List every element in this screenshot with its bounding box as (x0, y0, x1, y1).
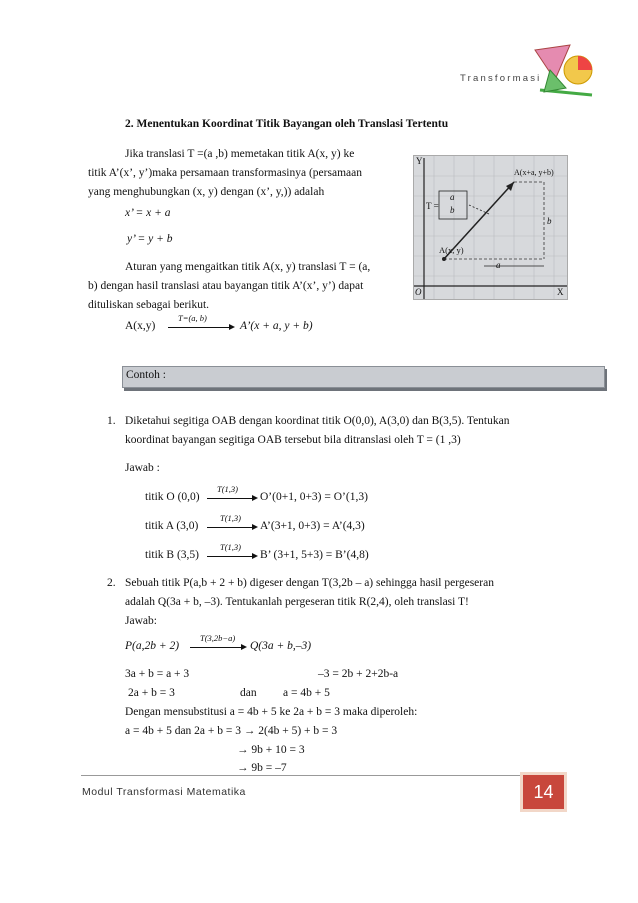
example-1-number: 1. (107, 415, 116, 427)
section-title: 2. Menentukan Koordinat Titik Bayangan oleh Translasi Tertentu (125, 118, 449, 130)
translation-diagram (413, 155, 568, 300)
arrow-right-icon (252, 553, 258, 559)
example-1-step-1-arrow-label: T(1,3) (217, 484, 239, 494)
diagram-origin-label: O (415, 287, 422, 297)
example-2-line-1: Sebuah titik P(a,b + 2 + b) digeser dengan T(3,2b – a) sehingga hasil pergeseran (125, 577, 494, 589)
example-1-step-2-arrow-label: T(1,3) (220, 513, 242, 523)
example-2-work-1b: –3 = 2b + 2+2b-a (318, 668, 399, 680)
footer-module-title: Modul Transformasi Matematika (82, 786, 246, 798)
example-2-work-2b: a = 4b + 5 (283, 687, 330, 699)
example-2-jawab: Jawab: (125, 615, 157, 627)
example-1-line-1: Diketahui segitiga OAB dengan koordinat titik O(0,0), A(3,0) dan B(3,5). Tentukan (125, 415, 510, 427)
arrow-right-icon (229, 324, 235, 330)
example-2-number: 2. (107, 577, 116, 589)
mapping-right: A’(x + a, y + b) (240, 320, 313, 332)
example-1-jawab: Jawab : (125, 462, 160, 474)
diagram-b-label: b (547, 216, 552, 226)
example-1-step-3-arrow-label: T(1,3) (220, 542, 242, 552)
example-2-work-4: a = 4b + 5 dan 2a + b = 3 → 2(4b + 5) + b = 3 (125, 725, 338, 737)
diagram-a-label: a (496, 260, 501, 270)
page-number: 14 (520, 772, 567, 812)
diagram-T-label: T = (426, 201, 439, 211)
example-1-step-3-right: B’ (3+1, 5+3) = B’(4,8) (260, 549, 369, 561)
example-2-work-3: Dengan mensubstitusi a = 4b + 5 ke 2a + b = 3 maka diperoleh: (125, 706, 418, 718)
example-2-work-1a: 3a + b = a + 3 (125, 668, 190, 680)
example-1-step-2-left: titik A (3,0) (145, 520, 199, 532)
mapping-left: A(x,y) (125, 320, 156, 332)
example-2-work-6: → 9b = –7 (237, 762, 287, 774)
arrow-right-icon (252, 524, 258, 530)
example-1-step-1-right: O’(0+1, 0+3) = O’(1,3) (260, 491, 368, 503)
arrow-right-icon (241, 644, 247, 650)
diagram-image-point-label: A(x+a, y+b) (514, 168, 554, 177)
contoh-banner (122, 366, 605, 388)
intro-line-1: Jika translasi T =(a ,b) memetakan titik A(x, y) ke (125, 148, 355, 160)
intro-line-2: titik A’(x’, y’)maka persamaan transformasinya (persamaan (88, 167, 362, 179)
mapping-arrow-label: T=(a, b) (178, 313, 207, 323)
example-2-work-2a: 2a + b = 3 (128, 687, 175, 699)
intro-line-3: yang menghubungkan (x, y) dengan (x’, y,)) adalah (88, 186, 325, 198)
example-1-step-1-arrow-line (207, 498, 253, 499)
diagram-x-axis-label: X (557, 287, 564, 297)
example-1-line-2: koordinat bayangan segitiga OAB tersebut bila ditranslasi oleh T = (1 ,3) (125, 434, 461, 446)
rule-line-3: dituliskan sebagai berikut. (88, 299, 210, 311)
example-2-mapping-right: Q(3a + b,–3) (250, 640, 312, 652)
example-2-work-5: → 9b + 10 = 3 (237, 744, 305, 756)
example-1-step-3-left: titik B (3,5) (145, 549, 199, 561)
example-2-work-2-mid: dan (240, 687, 257, 699)
mapping-arrow-line (168, 327, 230, 328)
diagram-vector-a: a (450, 192, 455, 202)
example-2-mapping-left: P(a,2b + 2) (125, 640, 180, 652)
contoh-label: Contoh : (126, 369, 166, 381)
equation-x: x’ = x + a (125, 207, 171, 219)
header-title: Transformasi (460, 73, 542, 84)
example-1-step-2-arrow-line (207, 527, 253, 528)
rule-line-1: Aturan yang mengaitkan titik A(x, y) translasi T = (a, (125, 261, 371, 273)
diagram-y-axis-label: Y (416, 156, 423, 166)
geometry-tools-decoration (530, 40, 600, 100)
example-2-line-2: adalah Q(3a + b, –3). Tentukanlah pergeseran titik R(2,4), oleh translasi T! (125, 596, 469, 608)
equation-y: y’ = y + b (127, 233, 173, 245)
example-1-step-1-left: titik O (0,0) (145, 491, 200, 503)
footer-divider (81, 775, 567, 776)
example-1-step-2-right: A’(3+1, 0+3) = A’(4,3) (260, 520, 365, 532)
example-2-mapping-arrow-line (190, 647, 242, 648)
example-2-mapping-arrow-label: T(3,2b−a) (200, 633, 236, 643)
rule-line-2: b) dengan hasil translasi atau bayangan titik A’(x’, y’) dapat (88, 280, 364, 292)
example-1-step-3-arrow-line (207, 556, 253, 557)
diagram-point-label: A(x, y) (439, 245, 464, 255)
arrow-right-icon (252, 495, 258, 501)
diagram-vector-b: b (450, 205, 455, 215)
